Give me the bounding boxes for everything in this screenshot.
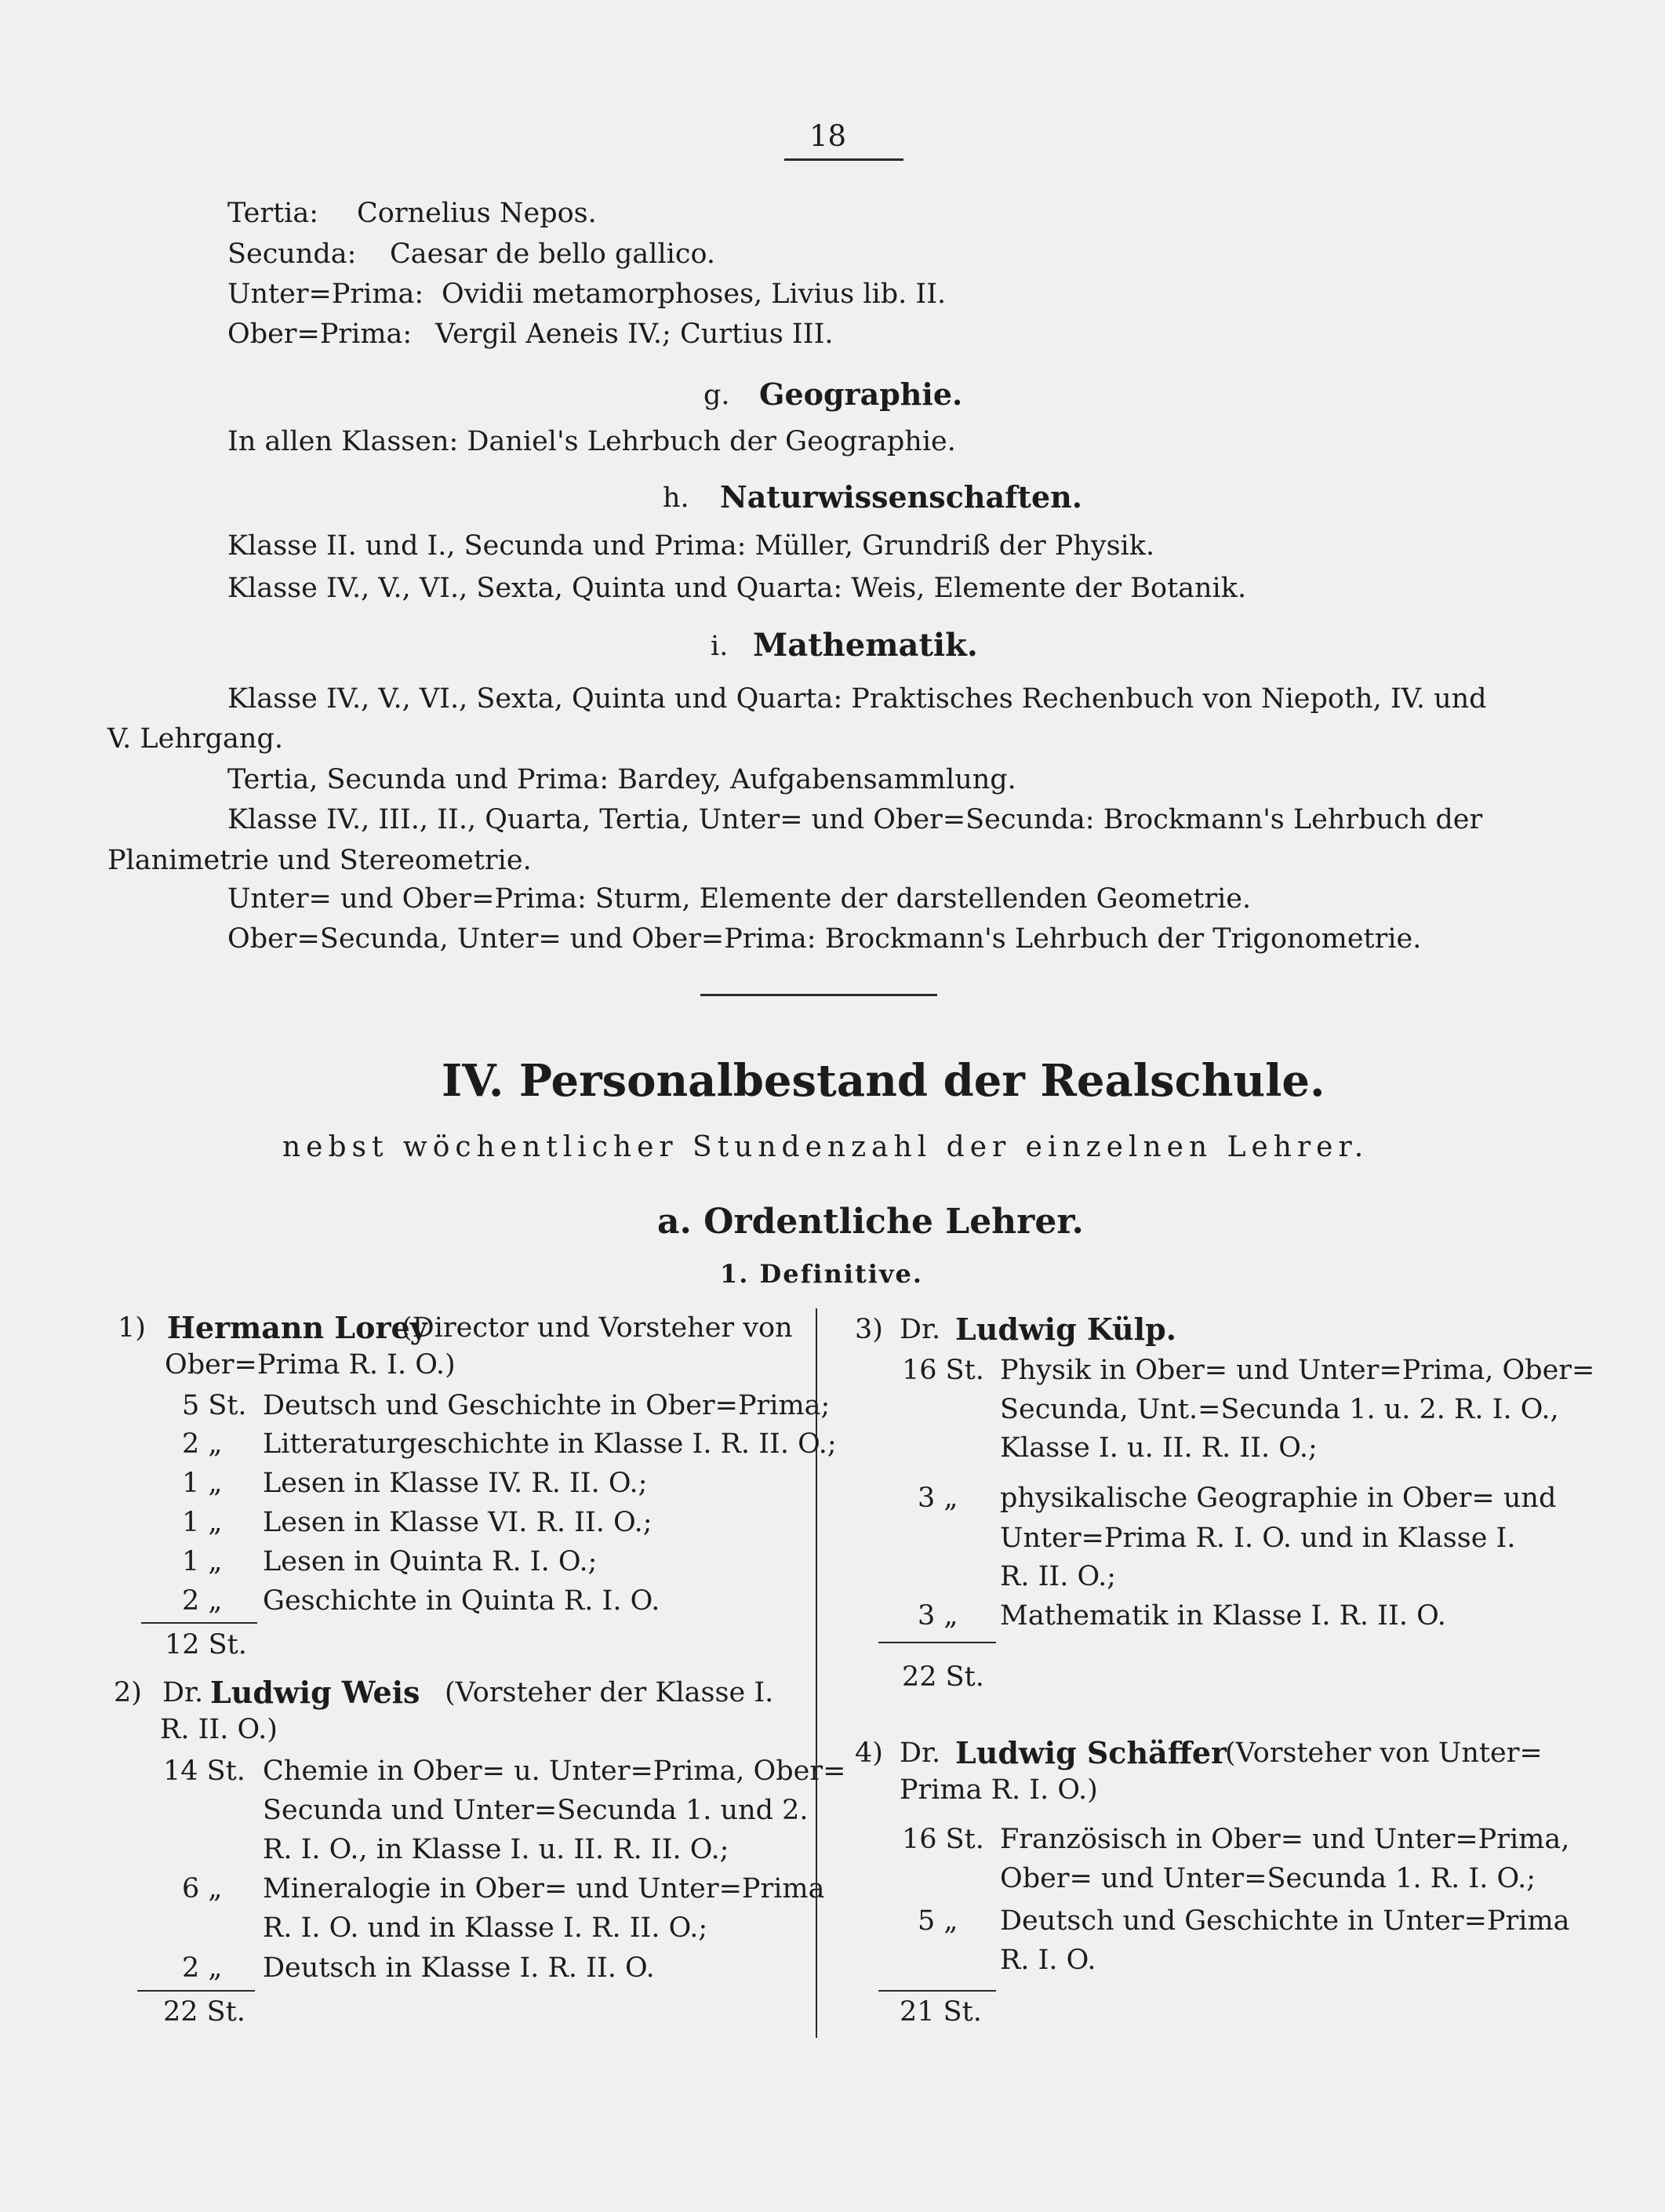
teacher-2-name: Ludwig Weis (210, 1675, 420, 1710)
reading-text-secunda: Caesar de bello gallico. (390, 238, 716, 270)
teacher-3-subject-2-line-3: R. II. O.; (1000, 1561, 1117, 1592)
reading-label-oberprima: Ober=Prima: (227, 318, 413, 350)
teacher-3-subject-1-line-2: Secunda, Unt.=Secunda 1. u. 2. R. I. O., (1000, 1394, 1559, 1425)
mathematik-line-4: Klasse IV., III., II., Quarta, Tertia, Unter= und Ober=Secunda: Brockmann's Lehrbuch der (227, 804, 1483, 835)
teacher-3-subject-1-line-1: Physik in Ober= und Unter=Prima, Ober= (1000, 1355, 1595, 1386)
geographie-line: In allen Klassen: Daniel's Lehrbuch der Geographie. (227, 426, 956, 457)
section-iv-subtitle: nebst wöchentlicher Stundenzahl der einzelnen Lehrer. (282, 1131, 1369, 1163)
teacher-2-subject-2-line-1: Mineralogie in Ober= und Unter=Prima (263, 1873, 825, 1905)
teacher-3-title: Dr. (900, 1314, 941, 1345)
heading-g-letter: g. (703, 380, 730, 411)
teacher-1-hours-3: 1 „ (182, 1468, 223, 1499)
heading-h-letter: h. (663, 482, 689, 514)
section-iv-title: IV. Personalbestand der Realschule. (442, 1055, 1325, 1107)
teacher-2-subject-1-line-3: R. I. O., in Klasse I. u. II. R. II. O.; (263, 1834, 729, 1865)
teacher-2-subject-2-line-2: R. I. O. und in Klasse I. R. II. O.; (263, 1912, 708, 1944)
heading-i-title: Mathematik. (753, 627, 978, 664)
teacher-1-hours-6: 2 „ (182, 1585, 223, 1617)
page-number: 18 (809, 119, 847, 153)
teacher-3-subject-3-line-1: Mathematik in Klasse I. R. II. O. (1000, 1600, 1446, 1632)
teacher-1-subject-2: Litteraturgeschichte in Klasse I. R. II. O.; (263, 1428, 837, 1460)
mathematik-line-5: Planimetrie und Stereometrie. (107, 845, 532, 876)
teacher-2-hours-2: 6 „ (182, 1873, 223, 1905)
teacher-1-name: Hermann Lorey (167, 1310, 427, 1345)
teacher-4-title: Dr. (900, 1737, 941, 1769)
teacher-1-hours-4: 1 „ (182, 1507, 223, 1538)
teacher-1-hours-2: 2 „ (182, 1428, 223, 1460)
teacher-1-total: 12 St. (165, 1629, 247, 1661)
teacher-4-number: 4) (855, 1737, 883, 1769)
teacher-3-subject-1-line-3: Klasse I. u. II. R. II. O.; (1000, 1432, 1318, 1464)
section-divider (700, 994, 937, 996)
teacher-1-subject-1: Deutsch und Geschichte in Ober=Prima; (263, 1390, 831, 1421)
teacher-2-role-1: (Vorsteher der Klasse I. (445, 1677, 774, 1708)
teacher-2-subject-1-line-2: Secunda und Unter=Secunda 1. und 2. (263, 1795, 809, 1826)
reading-label-tertia: Tertia: (227, 198, 318, 229)
reading-label-unterprima: Unter=Prima: (227, 278, 424, 310)
teacher-3-name: Ludwig Külp. (955, 1312, 1176, 1347)
teacher-1-subject-3: Lesen in Klasse IV. R. II. O.; (263, 1468, 648, 1499)
teacher-4-hours-2: 5 „ (918, 1905, 958, 1937)
teacher-1-role-1: (Director und Vorsteher von (402, 1312, 793, 1344)
teacher-4-subject-2-line-1: Deutsch und Geschichte in Unter=Prima (1000, 1905, 1570, 1937)
mathematik-line-3: Tertia, Secunda und Prima: Bardey, Aufgabensammlung. (227, 764, 1016, 795)
teacher-4-subject-2-line-2: R. I. O. (1000, 1945, 1096, 1976)
teacher-4-hours-1: 16 St. (902, 1824, 984, 1855)
teacher-1-number: 1) (118, 1312, 146, 1344)
teacher-3-subject-2-line-1: physikalische Geographie in Ober= und (1000, 1483, 1557, 1514)
teacher-2-number: 2) (114, 1677, 142, 1708)
teacher-4-subject-1-line-1: Französisch in Ober= und Unter=Prima, (1000, 1824, 1570, 1855)
page-number-underline (784, 158, 903, 161)
teacher-4-name: Ludwig Schäffer (955, 1735, 1227, 1770)
teacher-4-role-2: Prima R. I. O.) (900, 1774, 1098, 1806)
reading-text-tertia: Cornelius Nepos. (357, 198, 597, 229)
heading-h-title: Naturwissenschaften. (720, 479, 1083, 515)
teacher-1-subject-4: Lesen in Klasse VI. R. II. O.; (263, 1507, 653, 1538)
heading-i-letter: i. (711, 631, 729, 662)
teacher-3-total-rule (878, 1642, 996, 1643)
teacher-2-hours-1: 14 St. (163, 1755, 245, 1787)
teacher-3-hours-1: 16 St. (902, 1355, 984, 1386)
teacher-2-title: Dr. (162, 1677, 204, 1708)
teacher-4-total: 21 St. (900, 1996, 982, 2028)
mathematik-line-1: Klasse IV., V., VI., Sexta, Quinta und Quarta: Praktisches Rechenbuch von Niepoth, IV. und (227, 683, 1487, 715)
teacher-3-subject-2-line-2: Unter=Prima R. I. O. und in Klasse I. (1000, 1523, 1516, 1554)
teacher-2-total-rule (137, 1990, 255, 1992)
teacher-1-hours-1: 5 St. (182, 1390, 247, 1421)
teacher-4-subject-1-line-2: Ober= und Unter=Secunda 1. R. I. O.; (1000, 1863, 1536, 1894)
teacher-1-hours-5: 1 „ (182, 1546, 223, 1577)
teacher-4-role-1: (Vorsteher von Unter= (1225, 1737, 1543, 1769)
teacher-3-hours-3: 3 „ (918, 1600, 958, 1632)
heading-g-title: Geographie. (759, 377, 963, 412)
teacher-1-total-rule (141, 1622, 257, 1624)
teacher-3-number: 3) (855, 1314, 883, 1345)
naturwiss-line-1: Klasse II. und I., Secunda und Prima: Müller, Grundriß der Physik. (227, 530, 1155, 562)
mathematik-line-6: Unter= und Ober=Prima: Sturm, Elemente der darstellenden Geometrie. (227, 883, 1252, 915)
teacher-2-hours-3: 2 „ (182, 1952, 223, 1984)
teacher-3-total: 22 St. (902, 1661, 984, 1693)
reading-text-oberprima: Vergil Aeneis IV.; Curtius III. (435, 318, 834, 350)
section-iv-subheading: a. Ordentliche Lehrer. (657, 1202, 1084, 1242)
reading-label-secunda: Secunda: (227, 238, 357, 270)
teacher-2-subject-1-line-1: Chemie in Ober= u. Unter=Prima, Ober= (263, 1755, 846, 1787)
teacher-1-subject-5: Lesen in Quinta R. I. O.; (263, 1546, 598, 1577)
naturwiss-line-2: Klasse IV., V., VI., Sexta, Quinta und Quarta: Weis, Elemente der Botanik. (227, 573, 1247, 604)
teacher-2-role-2: R. II. O.) (160, 1714, 278, 1745)
teacher-1-subject-6: Geschichte in Quinta R. I. O. (263, 1585, 660, 1617)
reading-text-unterprima: Ovidii metamorphoses, Livius lib. II. (442, 278, 947, 310)
teacher-2-total: 22 St. (163, 1996, 245, 2028)
teacher-1-role-2: Ober=Prima R. I. O.) (165, 1349, 456, 1381)
mathematik-line-7: Ober=Secunda, Unter= und Ober=Prima: Brockmann's Lehrbuch der Trigonometrie. (227, 923, 1422, 955)
teacher-4-total-rule (878, 1990, 996, 1992)
teacher-3-hours-2: 3 „ (918, 1483, 958, 1514)
section-iv-subsubheading: 1. Definitive. (720, 1259, 924, 1289)
teacher-2-subject-3-line-1: Deutsch in Klasse I. R. II. O. (263, 1952, 655, 1984)
mathematik-line-2: V. Lehrgang. (107, 723, 283, 755)
